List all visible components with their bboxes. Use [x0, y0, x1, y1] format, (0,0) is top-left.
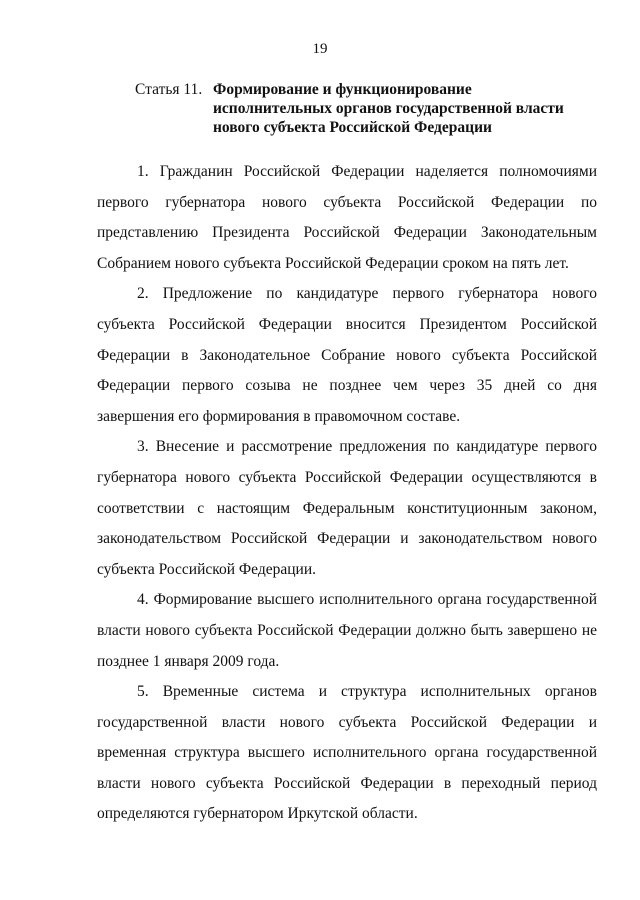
- paragraph-1: 1. Гражданин Российской Федерации наделяется полномочиями первого губернатора нового субъекта Российской Федерации по представлению Президента Российской Федерации Законодательным Собранием нового субъекта Российской Федерации сроком на пять лет.: [97, 163, 597, 272]
- article-body: [97, 157, 597, 830]
- paragraph-3: 3. Внесение и рассмотрение предложения по кандидатуре первого губернатора нового субъекта Российской Федерации осуществляются в соответствии с настоящим Федеральным конституционным законом, законодательством Российской Федерации и законодательством нового субъекта Российской Федерации.: [97, 438, 597, 578]
- article-number: Статья 11.: [135, 81, 203, 98]
- paragraph-2: 2. Предложение по кандидатуре первого губернатора нового субъекта Российской Федерации вносится Президентом Российской Федерации в Законодательное Собрание нового субъекта Российской Федерации первого созыва не позднее чем через 35 дней со дня завершения его формирования в правомочном составе.: [97, 285, 597, 425]
- article-title: Формирование и функционирование исполнительных органов государственной власти нового субъекта Российской Федерации: [213, 81, 564, 136]
- paragraph-5: 5. Временные система и структура исполнительных органов государственной власти нового субъекта Российской Федерации и временная структура высшего исполнительного органа государственной власти нового субъекта Российской Федерации в переходный период определяются губернатором Иркутской области.: [97, 683, 597, 823]
- page-number: 19: [312, 41, 328, 57]
- paragraph-4: 4. Формирование высшего исполнительного органа государственной власти нового субъекта Российской Федерации должно быть завершено не позднее 1 января 2009 года.: [97, 591, 597, 670]
- article-heading: [135, 80, 605, 137]
